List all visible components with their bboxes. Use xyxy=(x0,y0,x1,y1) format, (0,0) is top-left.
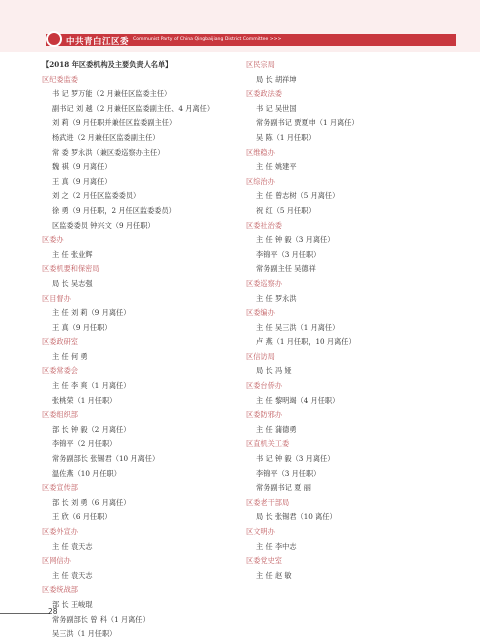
list-item: 徐 勇（9 月任职，2 月任区监委委员） xyxy=(52,205,176,215)
list-item: 常 委 罗永洪（兼区委巡察办主任） xyxy=(52,147,165,157)
list-item: 王 真（9 月离任） xyxy=(52,176,112,186)
list-item: 常务副部长 张锡君（10 月离任） xyxy=(52,454,160,464)
list-item: 主 任 姚建平 xyxy=(256,162,297,172)
list-item: 吴三洪（1 月任职） xyxy=(52,629,117,639)
list-item: 主 任 袁天志 xyxy=(52,570,93,580)
list-item: 主 任 何 勇 xyxy=(52,351,88,361)
list-item: 副书记 刘 越（2 月兼任区监委副主任、4 月离任） xyxy=(52,103,215,113)
section-title: 区民宗局 xyxy=(246,60,275,69)
list-item: 吴 陈（1 月任职） xyxy=(256,132,316,142)
list-item: 魏 祺（9 月离任） xyxy=(52,162,112,172)
list-item: 主 任 张业辉 xyxy=(52,249,93,259)
list-item: 书 记 罗万能（2 月兼任区监委主任） xyxy=(52,89,172,99)
list-item: 局 长 冯 娅 xyxy=(256,366,292,376)
list-item: 常务副书记 贾夏申（1 月离任） xyxy=(256,118,359,128)
list-item: 主 任 钟 毅（3 月离任） xyxy=(256,235,335,245)
list-item: 常务副书记 夏 丽 xyxy=(256,483,311,493)
list-item: 刘 莉（9 月任职并兼任区监委副主任） xyxy=(52,118,177,128)
section-title: 区委台侨办 xyxy=(246,381,282,391)
list-item: 主 任 赵 敏 xyxy=(256,570,292,580)
section-title: 区委巡察办 xyxy=(246,278,282,288)
section-title: 区委老干部局 xyxy=(246,497,290,507)
list-item: 李锦平（3 月任职） xyxy=(256,249,321,259)
list-item: 李锦平（2 月任职） xyxy=(52,439,117,449)
section-title: 区目督办 xyxy=(42,293,71,303)
page-number: 28 xyxy=(48,607,58,616)
section-title: 区网信办 xyxy=(42,556,71,566)
section-title: 区委办 xyxy=(42,235,64,245)
section-title: 区委统战部 xyxy=(42,585,78,595)
list-item: 主 任 蒲德勇 xyxy=(256,424,297,434)
list-item: 刘 之（2 月任区监委委员） xyxy=(52,191,141,201)
section-title: 区直机关工委 xyxy=(246,439,290,449)
list-item: 书 记 吴世国 xyxy=(256,103,297,113)
section-title: 区委社治委 xyxy=(246,220,282,230)
header-title: 中共青白江区委 xyxy=(66,37,130,47)
footer-rule xyxy=(0,613,50,614)
list-item: 王 真（9 月任职） xyxy=(52,322,112,332)
section-title: 区委编办 xyxy=(246,308,275,318)
list-item: 区监委委员 钟兴文（9 月任职） xyxy=(52,220,155,230)
list-item: 王 欣（6 月任职） xyxy=(52,512,112,522)
list-item: 部 长 钟 毅（2 月离任） xyxy=(52,424,131,434)
list-item: 张桃荣（1 月任职） xyxy=(52,395,117,405)
section-title: 区委政研室 xyxy=(42,337,78,347)
section-title: 区委防邪办 xyxy=(246,410,282,420)
list-item: 主 任 李中志 xyxy=(256,541,297,551)
section-title: 区纪委监委 xyxy=(42,74,78,84)
list-item: 主 任 罗永洪 xyxy=(256,293,297,303)
section-title: 区委政法委 xyxy=(246,89,282,99)
list-item: 李锦平（3 月任职） xyxy=(256,468,321,478)
list-item: 杨武进（2 月兼任区监委副主任） xyxy=(52,132,160,142)
section-title: 区委党史室 xyxy=(246,556,282,566)
list-item: 局 长 吴志强 xyxy=(52,278,93,288)
section-title: 区委机要和保密局 xyxy=(42,264,100,274)
list-item: 主 任 曾志树（5 月离任） xyxy=(256,191,340,201)
section-title: 区综治办 xyxy=(246,176,275,186)
section-title: 区文明办 xyxy=(246,527,275,536)
list-item: 卢 燕（1 月任职，10 月离任） xyxy=(256,337,356,347)
list-item: 部 长 刘 勇（6 月离任） xyxy=(52,497,131,507)
list-item: 主 任 袁天志 xyxy=(52,541,93,551)
list-item: 常务副主任 吴德祥 xyxy=(256,264,316,274)
section-title: 区委外宣办 xyxy=(42,527,78,536)
list-item: 温佐燕（10 月任职） xyxy=(52,468,121,478)
list-item: 局 长 张锡君（10 离任） xyxy=(256,512,337,522)
right-column xyxy=(246,58,466,583)
list-item: 书 记 钟 毅（3 月离任） xyxy=(256,454,335,464)
section-title: 区维稳办 xyxy=(246,147,275,157)
list-item: 主 任 吴三洪（1 月离任） xyxy=(256,322,340,332)
list-item: 祝 红（5 月任职） xyxy=(256,205,316,215)
section-title: 区委宣传部 xyxy=(42,483,78,493)
left-column xyxy=(42,58,242,642)
list-item: 主 任 黎明竭（4 月任职） xyxy=(256,395,340,405)
list-item: 主 任 李 爽（1 月离任） xyxy=(52,381,131,391)
section-title: 区委常委会 xyxy=(42,366,78,376)
list-item: 常务副部长 曾 科（1 月离任） xyxy=(52,614,150,624)
list-item: 部 长 王峻琨 xyxy=(52,599,93,609)
list-item: 主 任 刘 莉（9 月离任） xyxy=(52,308,131,318)
section-title: 区委组织部 xyxy=(42,410,78,420)
header-subtitle: Communist Party of China Qingbaijiang District Committee >>> xyxy=(133,37,282,42)
list-heading: 【2018 年区委机构及主要负责人名单】 xyxy=(42,60,173,69)
party-emblem-icon xyxy=(46,31,62,47)
list-item: 局 长 胡祥坤 xyxy=(256,74,297,84)
section-title: 区信访局 xyxy=(246,351,275,361)
